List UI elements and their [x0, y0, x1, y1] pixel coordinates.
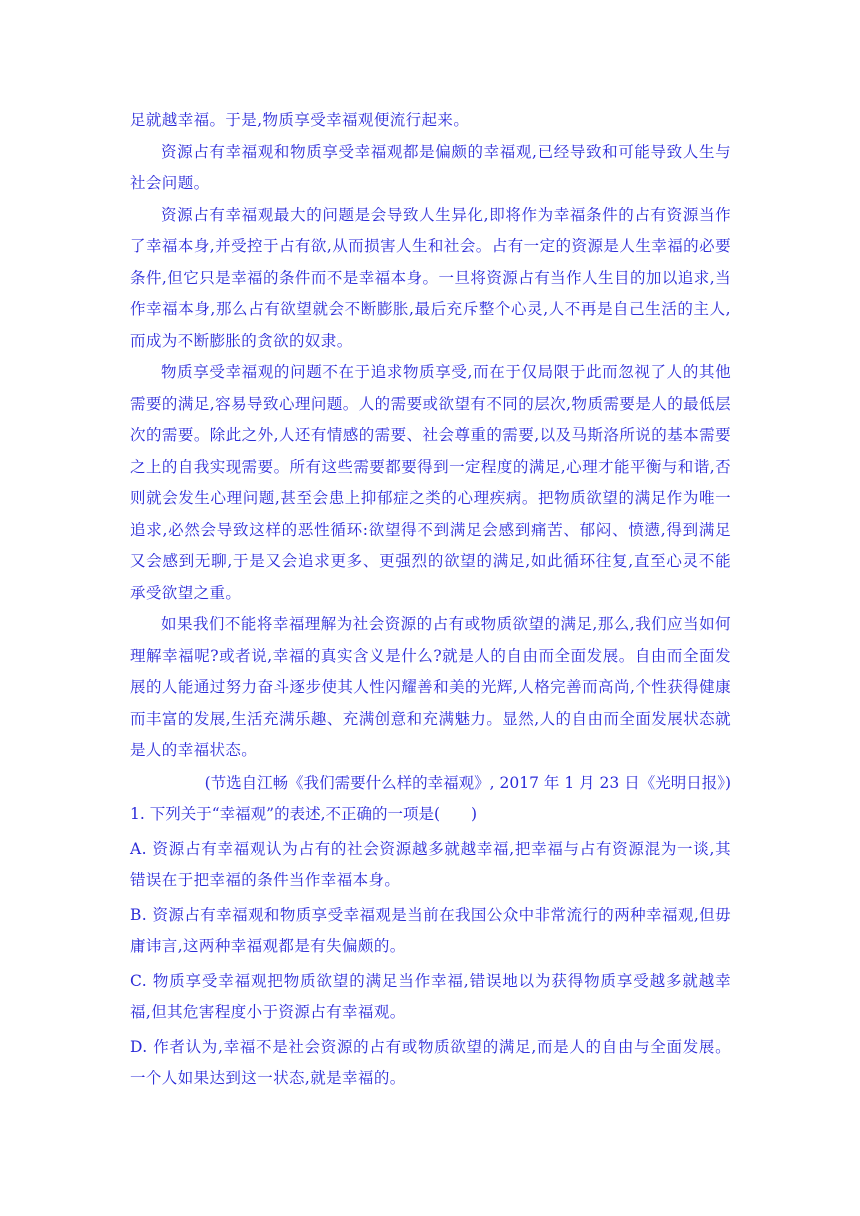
article-paragraph-5: 如果我们不能将幸福理解为社会资源的占有或物质欲望的满足,那么,我们应当如何理解幸福呢?或者说,幸福的真实含义是什么?就是人的自由而全面发展。自由而全面发展的人能通过努力奋斗逐步使其人性闪耀善和美的光辉,人格完善而高尚,个性获得健康而丰富的发展,生活充满乐趣、充满创意和充满魅力。显然,人的自由而全面发展状态就是人的幸福状态。 — [130, 615, 731, 759]
question-option-a: A. 资源占有幸福观认为占有的社会资源越多就越幸福,把幸福与占有资源混为一谈,其错误在于把幸福的条件当作幸福本身。 — [130, 839, 731, 889]
article-paragraph-1: 足就越幸福。于是,物质享受幸福观便流行起来。 — [130, 111, 470, 129]
question-stem: 1. 下列关于“幸福观”的表述,不正确的一项是( ) — [130, 805, 478, 823]
article-paragraph-4: 物质享受幸福观的问题不在于追求物质享受,而在于仅局限于此而忽视了人的其他需要的满足,容易导致心理问题。人的需要或欲望有不同的层次,物质需要是人的最低层次的需要。除此之外,人还有情感的需要、社会尊重的需要,以及马斯洛所说的基本需要之上的自我实现需要。所有这些需要都要得到一定程度的满足,心理才能平衡与和谐,否则就会发生心理问题,甚至会患上抑郁症之类的心理疾病。把物质欲望的满足作为唯一追求,必然会导致这样的恶性循环:欲望得不到满足会感到痛苦、郁闷、愤懑,得到满足又会感到无聊,于是又会追求更多、更强烈的欲望的满足,如此循环往复,直至心灵不能承受欲望之重。 — [130, 363, 731, 602]
article-source-citation: (节选自江畅《我们需要什么样的幸福观》, 2017 年 1 月 23 日《光明日报》) — [204, 773, 731, 792]
article-paragraph-2: 资源占有幸福观和物质享受幸福观都是偏颇的幸福观,已经导致和可能导致人生与社会问题。 — [130, 142, 731, 192]
document-page — [130, 105, 731, 1095]
question-option-d: D. 作者认为,幸福不是社会资源的占有或物质欲望的满足,而是人的自由与全面发展。一个人如果达到这一状态,就是幸福的。 — [130, 1037, 731, 1087]
question-option-b: B. 资源占有幸福观和物质享受幸福观是当前在我国公众中非常流行的两种幸福观,但毋庸讳言,这两种幸福观都是有失偏颇的。 — [130, 905, 731, 955]
question-option-c: C. 物质享受幸福观把物质欲望的满足当作幸福,错误地以为获得物质享受越多就越幸福,但其危害程度小于资源占有幸福观。 — [130, 971, 731, 1021]
article-paragraph-3: 资源占有幸福观最大的问题是会导致人生异化,即将作为幸福条件的占有资源当作了幸福本身,并受控于占有欲,从而损害人生和社会。占有一定的资源是人生幸福的必要条件,但它只是幸福的条件而不是幸福本身。一旦将资源占有当作人生目的加以追求,当作幸福本身,那么占有欲望就会不断膨胀,最后充斥整个心灵,人不再是自己生活的主人,而成为不断膨胀的贪欲的奴隶。 — [130, 205, 731, 350]
